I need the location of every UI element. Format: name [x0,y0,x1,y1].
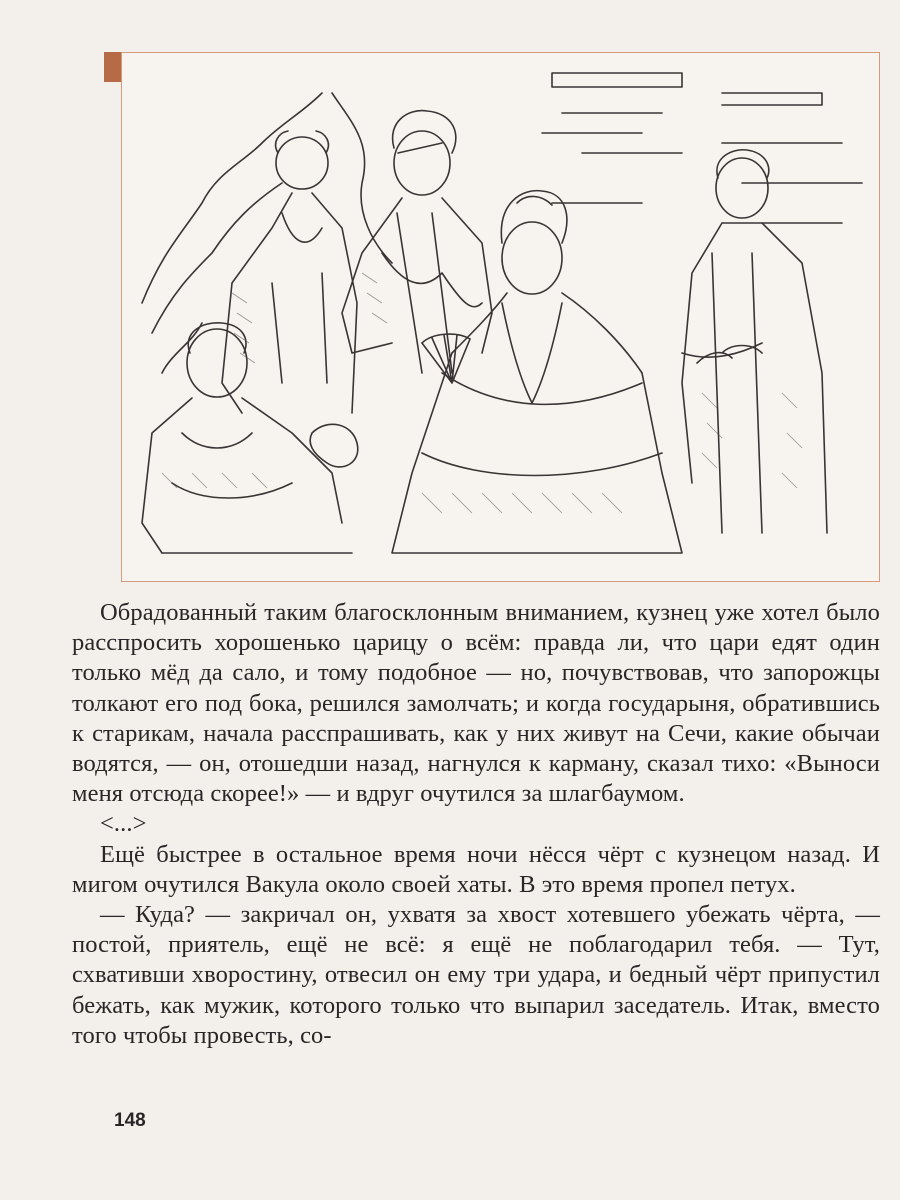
body-text [72,598,880,1051]
paragraph-2: Ещё быстрее в остальное время ночи нёсся чёрт с кузнецом назад. И мигом очутился Вакула около своей хаты. В это время пропел петух. [72,840,880,898]
illustration-drawing [122,53,879,581]
illustration [121,52,880,582]
paragraph-3: — Куда? — закричал он, ухватя за хвост хотевшего убежать чёрта, — постой, приятель, ещё не всё: я ещё не поблагодарил тебя. — Тут, схвативши хворостину, отвесил он ему три удара, и бедный чёрт припустил бежать, как мужик, которого только что выпарил заседатель. Итак, вместо того чтобы провесть, со- [72,901,880,1049]
page-number: 148 [114,1110,146,1131]
paragraph-1: Обрадованный таким благосклонным вниманием, кузнец уже хотел было расспросить хорошенько царицу о всём: правда ли, что цари едят один только мёд да сало, и тому подобное — но, почувствовав, что запорожцы толкают его под бока, решился замолчать; и когда государыня, обратившись к старикам, начала расспрашивать, как у них живут на Сечи, какие обычаи водятся, — он, отошедши назад, нагнулся к карману, сказал тихо: «Выноси меня отсюда скорее!» — и вдруг очутился за шлагбаумом. [72,599,880,808]
omission-marker: <...> [100,810,147,838]
